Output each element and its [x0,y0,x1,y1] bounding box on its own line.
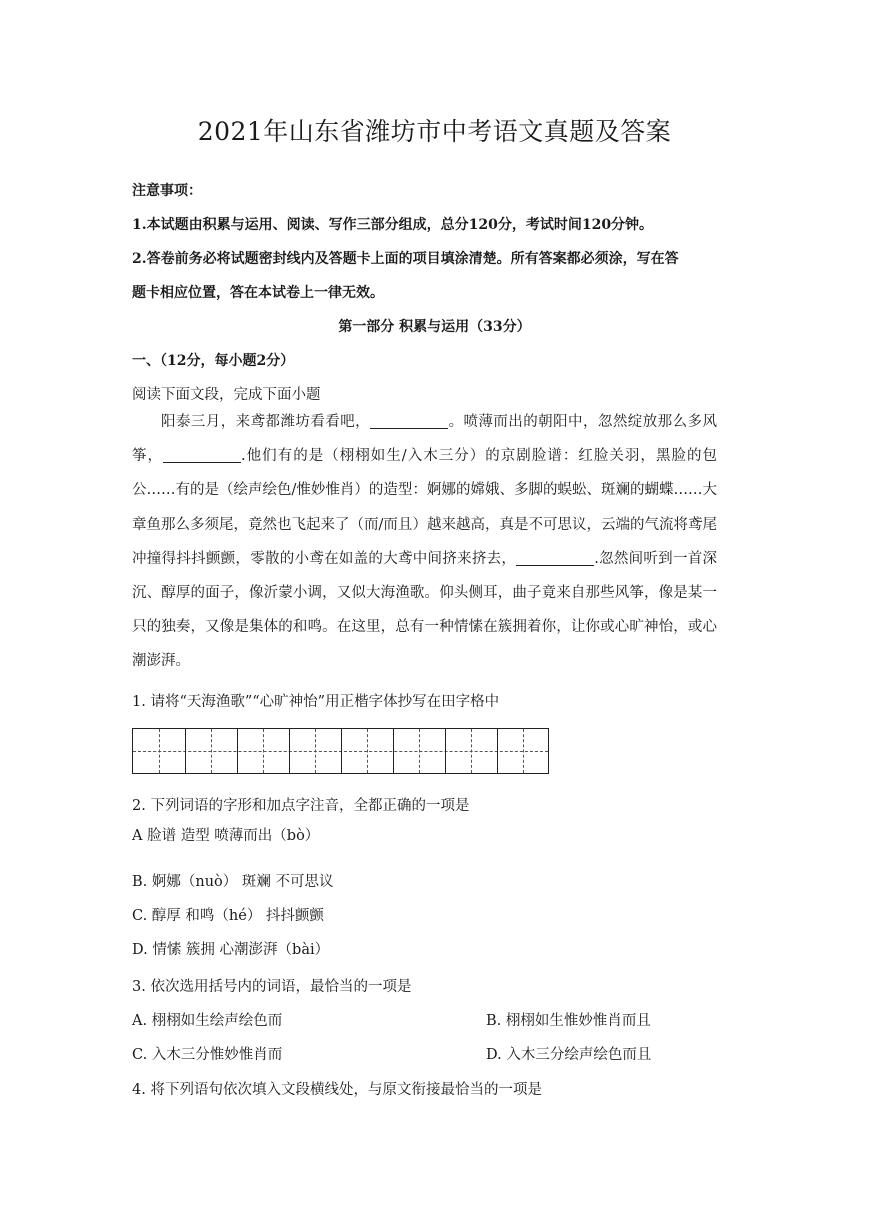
notice-item-2-line-2: 题卡相应位置，答在本试卷上一律无效。 [132,285,384,301]
notice-heading: 注意事项： [132,183,202,199]
question-3-option-d[interactable]: D. 入木三分绘声绘色而且 [486,1047,652,1063]
question-2: 2. 下列词语的字形和加点字注音，全都正确的一项是 [132,798,470,814]
answer-blank-1[interactable] [370,412,448,429]
answer-blank-3[interactable] [516,549,594,566]
instruction-text: 阅读下面文段，完成下面小题 [132,387,321,403]
passage-text-2: 。喷薄而出的朝阳中，忽然绽放那么多风筝， [132,414,717,465]
section-title: 第一部分 积累与运用（33分） [338,319,531,335]
grid-cell[interactable] [185,729,238,773]
passage-text-3: .他们有的是（栩栩如生/入木三分）的京剧脸谱：红脸关羽，黑脸的包公……有的是（绘声绘色/惟妙惟肖）的造型：婀娜的嫦娥、多脚的蜈蚣、斑斓的蝴蝶……大章鱼那么多须尾，竟然也飞起来了（而/而且）越来越高，真是不可思议，云端的气流将鸢尾冲撞得抖抖颤颤，零散的小鸢在如盖的大鸢中间挤来挤去， [132,448,717,567]
grid-cell[interactable] [237,729,290,773]
tianzige-grid[interactable] [132,728,549,774]
part1-heading: 一、（12分，每小题2分） [132,353,295,369]
question-2-option-a[interactable]: A 脸谱 造型 喷薄而出（bò） [132,828,320,844]
question-3-option-b[interactable]: B. 栩栩如生惟妙惟肖而且 [486,1013,651,1029]
question-2-option-d[interactable]: D. 情愫 簇拥 心潮澎湃（bài） [132,942,330,958]
passage-text-1: 阳泰三月，来鸢都潍坊看看吧， [161,414,371,430]
question-1: 1. 请将“天海渔歌”“心旷神怡”用正楷字体抄写在田字格中 [132,694,500,710]
passage-text-4: .忽然间听到一首深沉、醇厚的面子，像沂蒙小调，又似大海渔歌。仰头侧耳，曲子竟来自那些风筝，像是某一只的独奏，又像是集体的和鸣。在这里，总有一种情愫在簇拥着你，让你或心旷神怡，或心潮澎湃。 [132,550,718,670]
question-3-option-c[interactable]: C. 入木三分惟妙惟肖而 [132,1047,283,1063]
question-3-option-a[interactable]: A. 栩栩如生绘声绘色而 [132,1013,283,1029]
grid-cell[interactable] [341,729,394,773]
grid-cell[interactable] [133,729,186,773]
notice-item-1: 1.本试题由积累与运用、阅读、写作三部分组成，总分120分，考试时间120分钟。 [132,217,654,233]
question-2-option-b[interactable]: B. 婀娜（nuò） 斑斓 不可思议 [132,874,334,890]
grid-cell[interactable] [497,729,548,773]
document-title: 2021年山东省潍坊市中考语文真题及答案 [197,117,672,146]
notice-item-2-line-1: 2.答卷前务必将试题密封线内及答题卡上面的项目填涂清楚。所有答案都必须涂，写在答 [132,251,679,267]
question-2-option-c[interactable]: C. 醇厚 和鸣（hé） 抖抖颤颤 [132,908,324,924]
question-4: 4. 将下列语句依次填入文段横线处，与原文衔接最恰当的一项是 [132,1082,542,1098]
grid-cell[interactable] [289,729,342,773]
question-3: 3. 依次选用括号内的词语，最恰当的一项是 [132,979,412,995]
grid-cell[interactable] [393,729,446,773]
answer-blank-2[interactable] [163,446,241,463]
reading-passage [132,405,717,679]
grid-cell[interactable] [445,729,498,773]
